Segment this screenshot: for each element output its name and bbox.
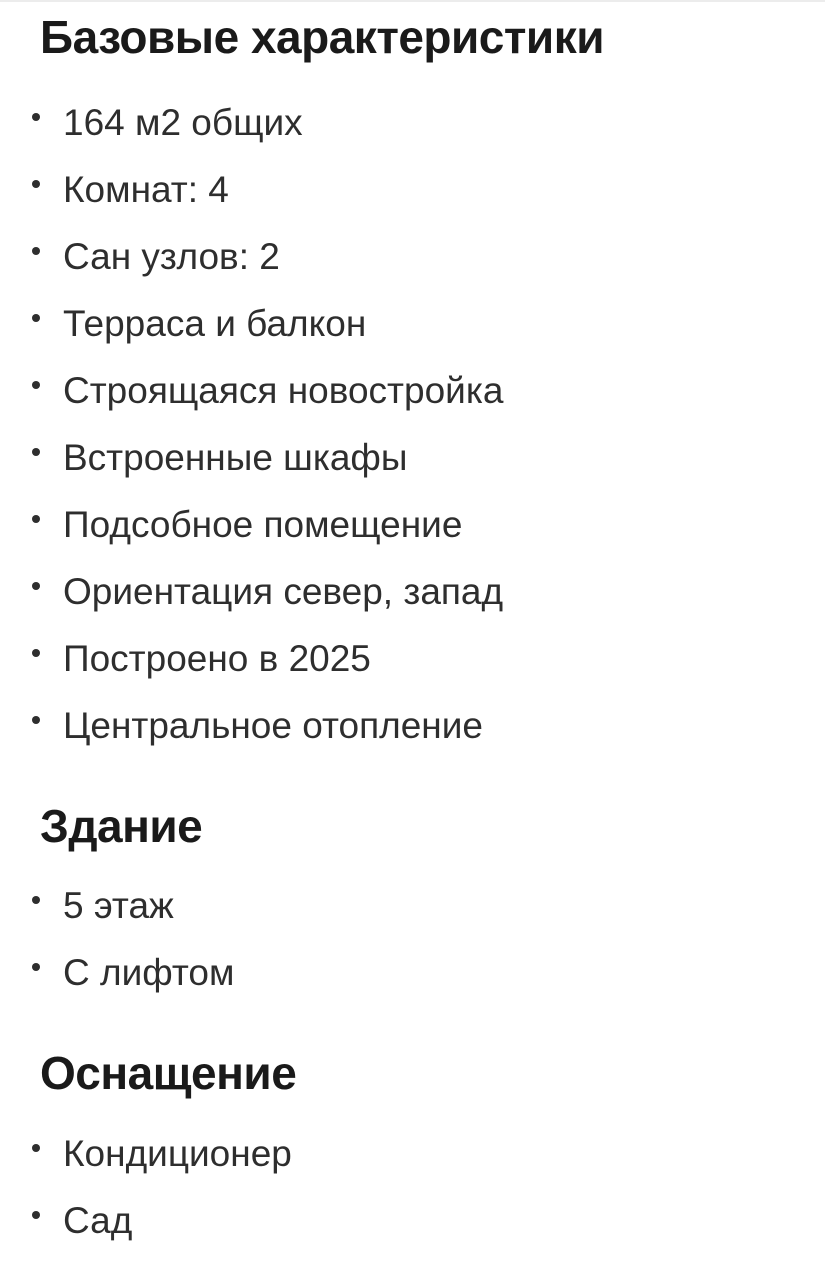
- basic-characteristics-title: Базовые характеристики: [40, 11, 604, 63]
- property-details-content: [0, 2, 825, 1274]
- list-item-text: Подсобное помещение: [63, 504, 463, 546]
- list-item: [40, 223, 785, 290]
- list-item-text: Терраса и балкон: [63, 303, 367, 345]
- bullet-icon: [32, 649, 40, 657]
- list-item-text: 5 этаж: [63, 885, 174, 927]
- list-item: [40, 491, 785, 558]
- list-item-text: Комнат: 4: [63, 169, 229, 211]
- bullet-icon: [32, 1144, 40, 1152]
- list-item: [40, 939, 785, 1006]
- list-item: [40, 558, 785, 625]
- list-item: [40, 692, 785, 759]
- list-item: [40, 625, 785, 692]
- bullet-icon: [32, 716, 40, 724]
- list-item: [40, 357, 785, 424]
- bullet-icon: [32, 314, 40, 322]
- list-item: [40, 872, 785, 939]
- list-item: [40, 89, 785, 156]
- list-item-text: Построено в 2025: [63, 638, 371, 680]
- list-item-text: Сад: [63, 1199, 133, 1241]
- list-item: [40, 424, 785, 491]
- section-basic-characteristics: [40, 10, 785, 759]
- basic-characteristics-list: [40, 89, 785, 759]
- building-list: [40, 872, 785, 1006]
- building-title: Здание: [40, 800, 203, 853]
- list-item: [40, 1187, 785, 1254]
- section-equipment: [40, 1046, 785, 1253]
- bullet-icon: [32, 582, 40, 590]
- bullet-icon: [32, 247, 40, 255]
- list-item-text: С лифтом: [63, 952, 235, 994]
- bullet-icon: [32, 180, 40, 188]
- list-item-text: Сан узлов: 2: [63, 236, 280, 278]
- list-item-text: Центральное отопление: [63, 705, 483, 747]
- section-building: [40, 799, 785, 1006]
- list-item-text: Ориентация север, запад: [63, 571, 504, 613]
- list-item-text: Кондиционер: [63, 1132, 292, 1174]
- list-item-text: 164 м2 общих: [63, 102, 303, 144]
- bullet-icon: [32, 448, 40, 456]
- bullet-icon: [32, 896, 40, 904]
- list-item: [40, 290, 785, 357]
- bullet-icon: [32, 381, 40, 389]
- equipment-list: [40, 1120, 785, 1254]
- list-item: [40, 1120, 785, 1187]
- list-item-text: Встроенные шкафы: [63, 437, 408, 479]
- bullet-icon: [32, 113, 40, 121]
- list-item-text: Строящаяся новостройка: [63, 370, 504, 412]
- list-item: [40, 156, 785, 223]
- bullet-icon: [32, 1211, 40, 1219]
- bullet-icon: [32, 515, 40, 523]
- equipment-title: Оснащение: [40, 1047, 297, 1100]
- bullet-icon: [32, 963, 40, 971]
